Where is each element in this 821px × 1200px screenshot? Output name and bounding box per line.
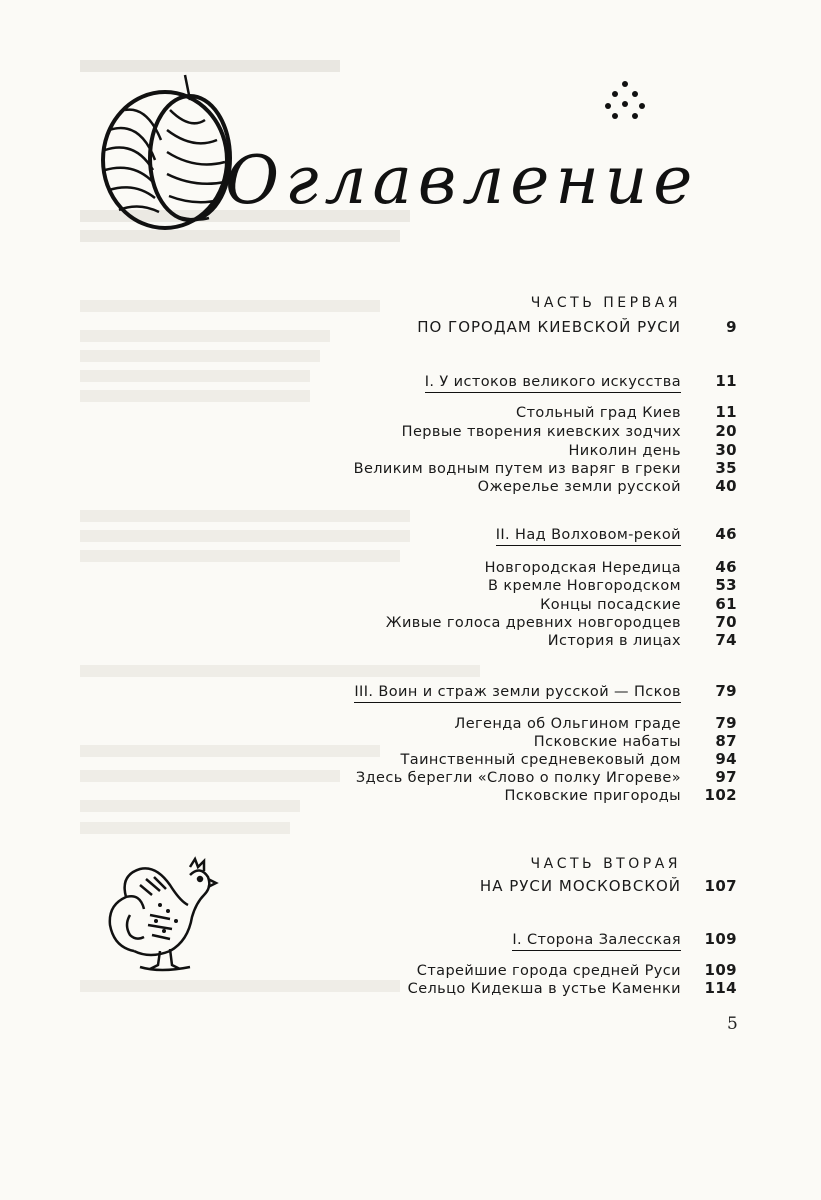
toc-entry: Легенда об Ольгином граде 79 xyxy=(454,714,737,732)
toc-part-title: ПО ГОРОДАМ КИЕВСКОЙ РУСИ 9 xyxy=(417,318,737,336)
page-number: 5 xyxy=(727,1014,738,1034)
toc-entry: История в лицах 74 xyxy=(547,631,737,649)
toc-chapter: I. У истоков великого искусства 11 xyxy=(140,372,737,393)
toc-entry: Новгородская Нередица 46 xyxy=(484,558,737,576)
dots-ornament-icon xyxy=(600,78,650,128)
toc-entry: Сельцо Кидекша в устье Каменки 114 xyxy=(407,979,737,997)
toc-entry: Великим водным путем из варяг в греки 35 xyxy=(353,459,737,477)
toc-entry: Старейшие города средней Руси 109 xyxy=(416,961,737,979)
toc-entry: Концы посадские 61 xyxy=(540,595,737,613)
toc-chapter: III. Воин и страж земли русской — Псков 79 xyxy=(140,682,737,703)
toc-chapter: I. Сторона Залесская 109 xyxy=(140,930,737,951)
toc-entry: Псковские набаты 87 xyxy=(533,732,737,750)
toc-entry: В кремле Новгородском 53 xyxy=(487,576,737,594)
initial-ornament-icon xyxy=(95,70,235,240)
toc-entry: Николин день 30 xyxy=(568,441,737,459)
toc-entry: Стольный град Киев 11 xyxy=(516,403,737,421)
page-title: Оглавление xyxy=(225,142,699,219)
toc-entry: Здесь берегли «Слово о полку Игореве» 97 xyxy=(355,768,737,786)
toc-part-label: ЧАСТЬ ВТОРАЯ xyxy=(530,856,681,872)
toc-part-label: ЧАСТЬ ПЕРВАЯ xyxy=(530,295,681,311)
toc-entry: Первые творения киевских зодчих 20 xyxy=(401,422,737,440)
toc-entry: Живые голоса древних новгородцев 70 xyxy=(385,613,737,631)
toc-chapter: II. Над Волховом-рекой 46 xyxy=(140,525,737,546)
toc-entry: Псковские пригороды 102 xyxy=(504,786,737,804)
toc-entry: Ожерелье земли русской 40 xyxy=(477,477,737,495)
toc-entry: Таинственный средневековый дом 94 xyxy=(400,750,737,768)
rooster-illustration-icon xyxy=(100,855,220,975)
toc-part-title: НА РУСИ МОСКОВСКОЙ 107 xyxy=(479,877,737,895)
